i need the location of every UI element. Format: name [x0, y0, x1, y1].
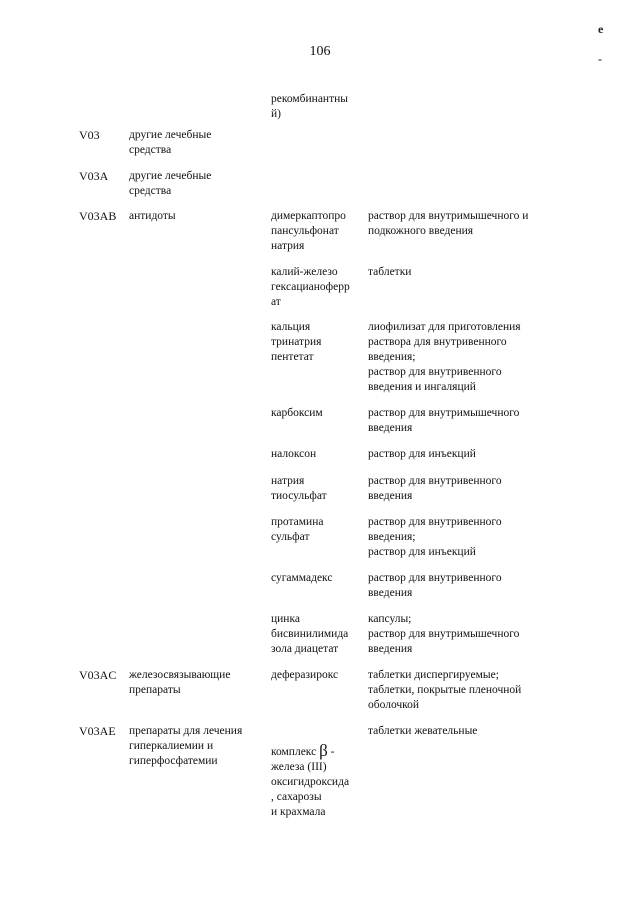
drug-name-prefix: комплекс [271, 746, 320, 758]
atc-group: антидоты [129, 210, 176, 222]
dosage-form: раствор для внутримышечного и подкожного введения [368, 210, 529, 237]
dosage-form: лиофилизат для приготовления раствора для внутривенного введения; раствор для внутривенного введения и ингаляций [368, 321, 521, 393]
corner-mark-bottom: - [598, 52, 602, 66]
drug-name: натрия тиосульфат [271, 475, 327, 502]
dosage-form: раствор для внутривенного введения; раствор для инъекций [368, 516, 502, 558]
drug-name: сугаммадекс [271, 572, 333, 584]
atc-group: другие лечебные средства [129, 170, 212, 197]
atc-group: другие лечебные средства [129, 129, 212, 156]
dosage-form: раствор для инъекций [368, 448, 476, 460]
drug-name: деферазирокс [271, 669, 339, 681]
dosage-form: раствор для внутривенного введения [368, 475, 502, 502]
dosage-form: таблетки [368, 266, 412, 278]
dosage-form: таблетки жевательные [368, 725, 478, 737]
drug-name [271, 728, 363, 835]
atc-code: V03AC [79, 668, 117, 682]
dosage-form: капсулы; раствор для внутримышечного введения [368, 613, 520, 655]
atc-code: V03AE [79, 724, 116, 738]
atc-code: V03A [79, 169, 109, 183]
dosage-form: раствор для внутривенного введения [368, 572, 502, 599]
drug-name: кальция тринатрия пентетат [271, 321, 322, 363]
drug-name-rest: железа (III) оксигидроксида , сахарозы и крахмала [271, 761, 350, 818]
corner-mark-top: e [598, 22, 604, 36]
atc-code: V03AB [79, 209, 117, 223]
beta-symbol: β [319, 741, 328, 760]
drug-name: протамина сульфат [271, 516, 324, 543]
dosage-form: таблетки диспергируемые; таблетки, покрытые пленочной оболочкой [368, 669, 522, 711]
drug-name-suffix: - [327, 746, 335, 758]
drug-name: цинка бисвинилимида зола диацетат [271, 613, 349, 655]
drug-name: рекомбинантны й) [271, 93, 348, 120]
dosage-form: раствор для внутримышечного введения [368, 407, 520, 434]
page-number: 106 [309, 44, 331, 59]
drug-name: димеркаптопро пансульфонат натрия [271, 210, 346, 252]
drug-name: налоксон [271, 448, 317, 460]
drug-name: калий-железо гексацианоферр ат [271, 266, 350, 308]
drug-name: карбоксим [271, 407, 323, 419]
atc-group: препараты для лечения гиперкалиемии и гиперфосфатемии [129, 725, 243, 767]
atc-group: железосвязывающие препараты [129, 669, 231, 696]
atc-code: V03 [79, 128, 100, 142]
